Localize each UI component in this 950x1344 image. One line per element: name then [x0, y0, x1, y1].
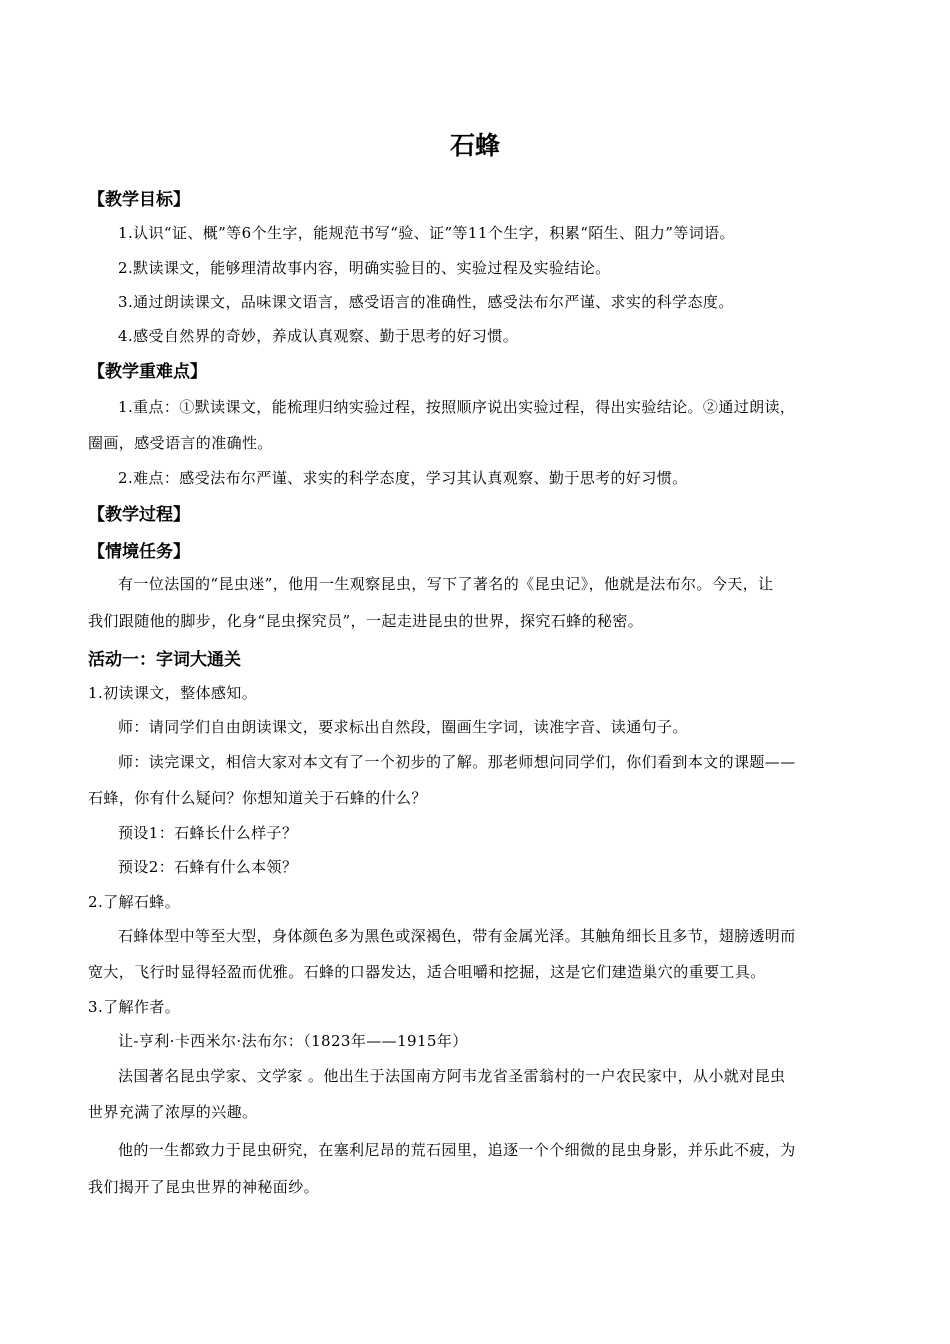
key-point-line: 2.难点：感受法布尔严谨、求实的科学态度，学习其认真观察、勤于思考的好习惯。	[118, 469, 688, 487]
body-line: 世界充满了浓厚的兴趣。	[88, 1103, 258, 1121]
body-line: 让-亨利·卡西米尔·法布尔：（1823年——1915年）	[118, 1032, 468, 1050]
key-point-line: 圈画，感受语言的准确性。	[88, 434, 273, 452]
body-line: 1.初读课文，整体感知。	[88, 684, 258, 702]
body-line: 石蜂体型中等至大型，身体颜色多为黑色或深褐色，带有金属光泽。其触角细长且多节，翅膀透明而	[118, 927, 796, 945]
body-line: 预设2：石蜂有什么本领？	[118, 858, 298, 876]
body-line: 2.了解石蜂。	[88, 893, 181, 911]
body-line: 我们揭开了昆虫世界的神秘面纱。	[88, 1178, 320, 1196]
body-line: 预设1：石蜂长什么样子？	[118, 824, 298, 842]
context-line: 有一位法国的“昆虫迷”，他用一生观察昆虫，写下了著名的《昆虫记》，他就是法布尔。今天，让	[118, 575, 774, 593]
body-line: 师：请同学们自由朗读课文，要求标出自然段，圈画生字词，读准字音、读通句子。	[118, 718, 688, 736]
body-line: 宽大，飞行时显得轻盈而优雅。石蜂的口器发达，适合咀嚼和挖掘，这是它们建造巢穴的重要工具。	[88, 963, 766, 981]
context-line: 我们跟随他的脚步，化身“昆虫探究员”，一起走进昆虫的世界，探究石蜂的秘密。	[88, 612, 644, 630]
objective-line: 3.通过朗读课文，品味课文语言，感受语言的准确性，感受法布尔严谨、求实的科学态度。	[118, 293, 734, 311]
body-line: 师：读完课文，相信大家对本文有了一个初步的了解。那老师想问同学们，你们看到本文的课题——	[118, 753, 796, 771]
body-line: 3.了解作者。	[88, 998, 181, 1016]
heading-objectives: 【教学目标】	[88, 190, 190, 210]
objective-line: 2.默读课文，能够理清故事内容，明确实验目的、实验过程及实验结论。	[118, 259, 611, 277]
heading-activity1: 活动一：字词大通关	[88, 650, 241, 670]
body-line: 石蜂，你有什么疑问？你想知道关于石蜂的什么？	[88, 789, 427, 807]
heading-context: 【情境任务】	[88, 542, 190, 562]
heading-key-points: 【教学重难点】	[88, 362, 207, 382]
objective-line: 4.感受自然界的奇妙，养成认真观察、勤于思考的好习惯。	[118, 327, 519, 345]
objective-line: 1.认识“证、概”等6个生字，能规范书写“验、证”等11个生字，积累“陌生、阻力”等词语。	[118, 224, 735, 242]
body-line: 法国著名昆虫学家、文学家 。他出生于法国南方阿韦龙省圣雷翁村的一户农民家中，从小就对昆虫	[118, 1067, 786, 1085]
heading-process: 【教学过程】	[88, 505, 190, 525]
key-point-line: 1.重点：①默读课文，能梳理归纳实验过程，按照顺序说出实验过程，得出实验结论。②通过朗读，	[118, 398, 796, 416]
page-title: 石蜂	[449, 131, 500, 160]
body-line: 他的一生都致力于昆虫研究，在塞利尼昂的荒石园里，追逐一个个细微的昆虫身影，并乐此不疲，为	[118, 1141, 796, 1159]
